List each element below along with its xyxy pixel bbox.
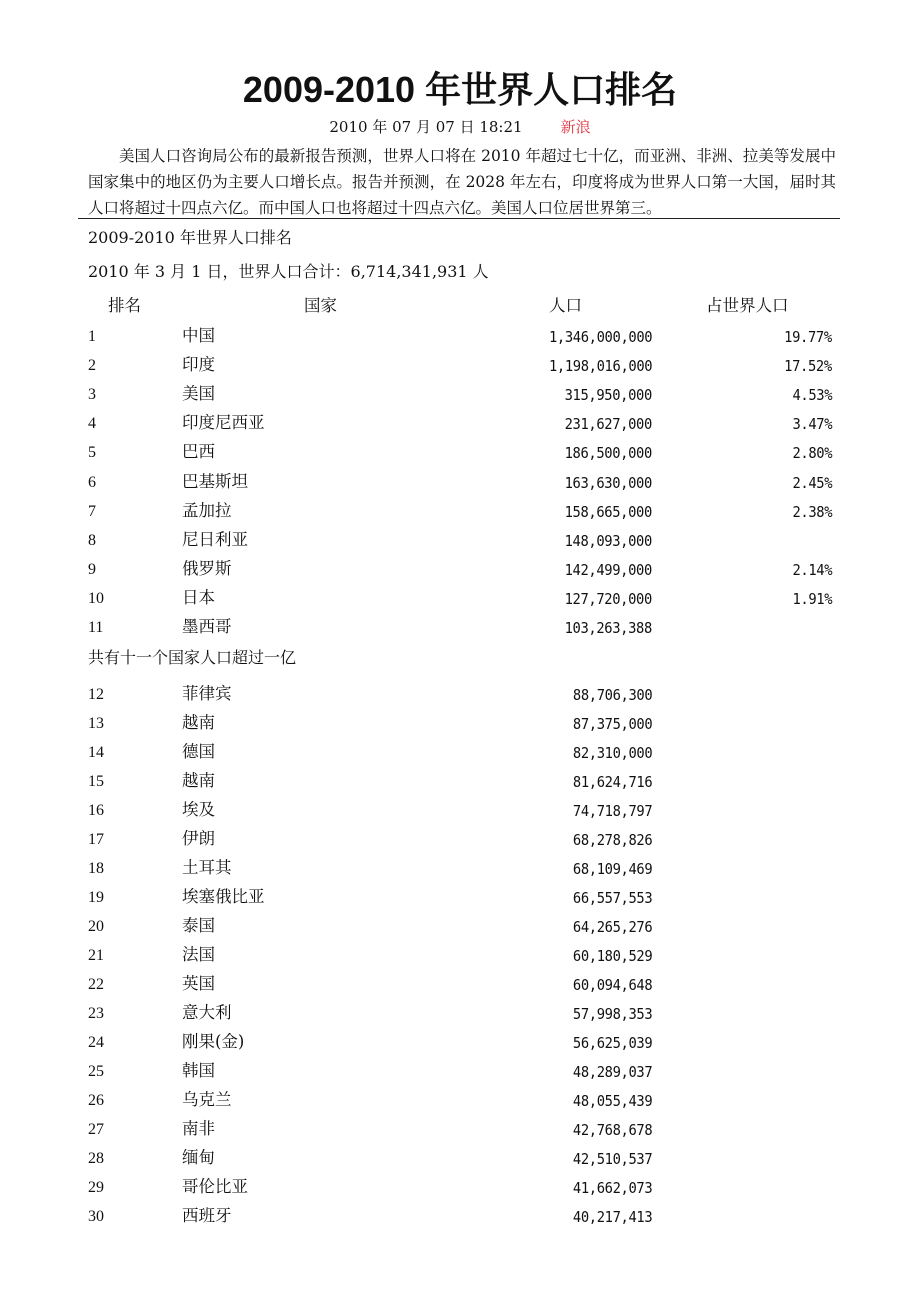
- table-row: [0, 409, 920, 438]
- table-row: [0, 680, 920, 709]
- population-cell: 68,109,469: [572, 860, 652, 878]
- country-cell: 德国: [182, 742, 215, 761]
- country-cell: 印度: [182, 355, 215, 375]
- source-link[interactable]: 新浪: [560, 118, 591, 136]
- table-row: [0, 883, 920, 912]
- country-cell: 伊朗: [182, 829, 215, 848]
- rank-cell: 19: [88, 889, 104, 906]
- table-row: [0, 526, 920, 555]
- share-cell: 19.77%: [784, 328, 832, 346]
- share-cell: 2.45%: [792, 473, 832, 492]
- rank-cell: 3: [88, 386, 96, 404]
- share-cell: 2.38%: [792, 502, 832, 521]
- country-cell: 越南: [182, 771, 215, 790]
- rank-cell: 21: [88, 947, 104, 964]
- country-cell: 孟加拉: [182, 500, 232, 520]
- population-cell: 186,500,000: [564, 444, 652, 463]
- summary-line: 共有十一个国家人口超过一亿: [88, 648, 297, 667]
- rank-cell: 13: [88, 715, 104, 732]
- rank-cell: 22: [88, 976, 104, 993]
- rank-cell: 23: [88, 1005, 104, 1022]
- column-header-country: 国家: [304, 296, 337, 315]
- population-cell: 88,706,300: [572, 686, 652, 704]
- rank-cell: 7: [88, 502, 96, 520]
- table-row: [0, 825, 920, 854]
- population-cell: 60,094,648: [572, 976, 652, 994]
- population-cell: 42,510,537: [572, 1150, 652, 1168]
- table-row: [0, 584, 920, 613]
- rank-cell: 26: [88, 1092, 104, 1109]
- intro-paragraph: 美国人口咨询局公布的最新报告预测，世界人口将在 2010 年超过七十亿，而亚洲、非洲、拉美等发展中国家集中的地区仍为主要人口增长点。报告并预测，在 2028 年左右，印度将成为世界人口第一大国，届时其人口将超过十四点六亿。而中国人口也将超过十四点六亿。美国人口位居世界第三。: [88, 147, 836, 217]
- population-cell: 148,093,000: [564, 531, 652, 550]
- country-cell: 巴西: [182, 442, 215, 462]
- table-row: [0, 970, 920, 999]
- table-row: [0, 322, 920, 351]
- table-row: [0, 999, 920, 1028]
- table-row: [0, 709, 920, 738]
- rank-cell: 5: [88, 444, 96, 462]
- country-cell: 哥伦比亚: [182, 1177, 248, 1196]
- rank-cell: 28: [88, 1150, 104, 1167]
- country-cell: 中国: [182, 326, 215, 345]
- country-cell: 西班牙: [182, 1206, 232, 1225]
- table-row: [0, 796, 920, 825]
- rank-cell: 18: [88, 860, 104, 877]
- population-cell: 66,557,553: [572, 889, 652, 907]
- rank-cell: 2: [88, 357, 96, 375]
- population-cell: 40,217,413: [572, 1208, 652, 1226]
- population-cell: 81,624,716: [572, 773, 652, 791]
- rank-cell: 15: [88, 773, 104, 790]
- share-cell: 4.53%: [792, 386, 832, 405]
- population-cell: 163,630,000: [564, 473, 652, 492]
- rank-cell: 30: [88, 1208, 104, 1225]
- rank-cell: 10: [88, 589, 104, 607]
- country-cell: 尼日利亚: [182, 529, 248, 549]
- table-row: [0, 767, 920, 796]
- rank-cell: 8: [88, 531, 96, 549]
- population-cell: 42,768,678: [572, 1121, 652, 1139]
- population-cell: 68,278,826: [572, 831, 652, 849]
- rank-cell: 6: [88, 473, 96, 491]
- country-cell: 乌克兰: [182, 1090, 232, 1109]
- rank-cell: 14: [88, 744, 104, 761]
- population-cell: 142,499,000: [564, 560, 652, 579]
- population-cell: 315,950,000: [564, 386, 652, 405]
- population-cell: 82,310,000: [572, 744, 652, 762]
- country-cell: 刚果(金): [182, 1032, 245, 1051]
- document-title: 2009-2010 年世界人口排名: [242, 69, 678, 110]
- table-row: [0, 1028, 920, 1057]
- table-row: [0, 438, 920, 467]
- rank-cell: 1: [88, 328, 96, 345]
- population-cell: 57,998,353: [572, 1005, 652, 1023]
- table-row: [0, 1115, 920, 1144]
- population-cell: 1,198,016,000: [548, 357, 652, 376]
- rank-cell: 24: [88, 1034, 104, 1051]
- table-row: [0, 1144, 920, 1173]
- table-row: [0, 1057, 920, 1086]
- population-cell: 64,265,276: [572, 918, 652, 936]
- country-cell: 埃塞俄比亚: [182, 887, 265, 906]
- population-cell: 56,625,039: [572, 1034, 652, 1052]
- rank-cell: 17: [88, 831, 104, 848]
- country-cell: 土耳其: [182, 858, 232, 877]
- share-cell: 2.80%: [792, 444, 832, 463]
- rank-cell: 16: [88, 802, 104, 819]
- country-cell: 印度尼西亚: [182, 413, 265, 433]
- horizontal-divider: [78, 218, 840, 219]
- table-row: [0, 1202, 920, 1231]
- share-cell: 2.14%: [792, 560, 832, 579]
- country-cell: 韩国: [182, 1061, 215, 1080]
- country-cell: 英国: [182, 974, 215, 993]
- country-cell: 南非: [182, 1119, 215, 1138]
- country-cell: 巴基斯坦: [182, 471, 248, 491]
- table-row: [0, 738, 920, 767]
- table-row: [0, 912, 920, 941]
- section-title: 2009-2010 年世界人口排名: [88, 228, 292, 247]
- rank-cell: 25: [88, 1063, 104, 1080]
- population-cell: 231,627,000: [564, 415, 652, 434]
- publish-date: 2010 年 07 月 07 日 18:21: [329, 118, 523, 136]
- population-cell: 127,720,000: [564, 589, 652, 608]
- table-row: [0, 380, 920, 409]
- country-cell: 埃及: [182, 800, 215, 819]
- column-header-rank: 排名: [108, 296, 141, 315]
- country-cell: 法国: [182, 945, 215, 964]
- population-cell: 87,375,000: [572, 715, 652, 733]
- rank-cell: 11: [88, 619, 104, 636]
- article-meta: [0, 116, 920, 138]
- table-row: [0, 351, 920, 380]
- table-row: [0, 1173, 920, 1202]
- country-cell: 俄罗斯: [182, 558, 232, 578]
- rank-cell: 4: [88, 415, 96, 433]
- column-header-population: 人口: [549, 296, 582, 315]
- country-cell: 菲律宾: [182, 684, 232, 703]
- population-cell: 60,180,529: [572, 947, 652, 965]
- rank-cell: 29: [88, 1179, 104, 1196]
- country-cell: 意大利: [182, 1003, 232, 1022]
- population-cell: 41,662,073: [572, 1179, 652, 1197]
- population-cell: 158,665,000: [564, 502, 652, 521]
- column-header-share: 占世界人口: [706, 296, 789, 315]
- rank-cell: 9: [88, 560, 96, 578]
- share-cell: 1.91%: [792, 589, 832, 608]
- country-cell: 泰国: [182, 916, 215, 935]
- table-row: [0, 613, 920, 642]
- population-cell: 103,263,388: [564, 619, 652, 637]
- table-row: [0, 941, 920, 970]
- table-row: [0, 555, 920, 584]
- rank-cell: 12: [88, 686, 104, 703]
- population-cell: 48,055,439: [572, 1092, 652, 1110]
- country-cell: 墨西哥: [182, 617, 232, 636]
- population-cell: 48,289,037: [572, 1063, 652, 1081]
- rank-cell: 20: [88, 918, 104, 935]
- table-row: [0, 1086, 920, 1115]
- country-cell: 日本: [182, 587, 215, 607]
- country-cell: 美国: [182, 384, 215, 404]
- country-cell: 越南: [182, 713, 215, 732]
- table-row: [0, 854, 920, 883]
- population-cell: 74,718,797: [572, 802, 652, 820]
- share-cell: 3.47%: [792, 415, 832, 434]
- table-header: [0, 292, 920, 318]
- table-row: [0, 497, 920, 526]
- population-cell: 1,346,000,000: [548, 328, 652, 346]
- table-row: [0, 468, 920, 497]
- rank-cell: 27: [88, 1121, 104, 1138]
- country-cell: 缅甸: [182, 1148, 215, 1167]
- share-cell: 17.52%: [784, 357, 832, 376]
- total-population-line: 2010 年 3 月 1 日，世界人口合计：6,714,341,931 人: [88, 262, 489, 281]
